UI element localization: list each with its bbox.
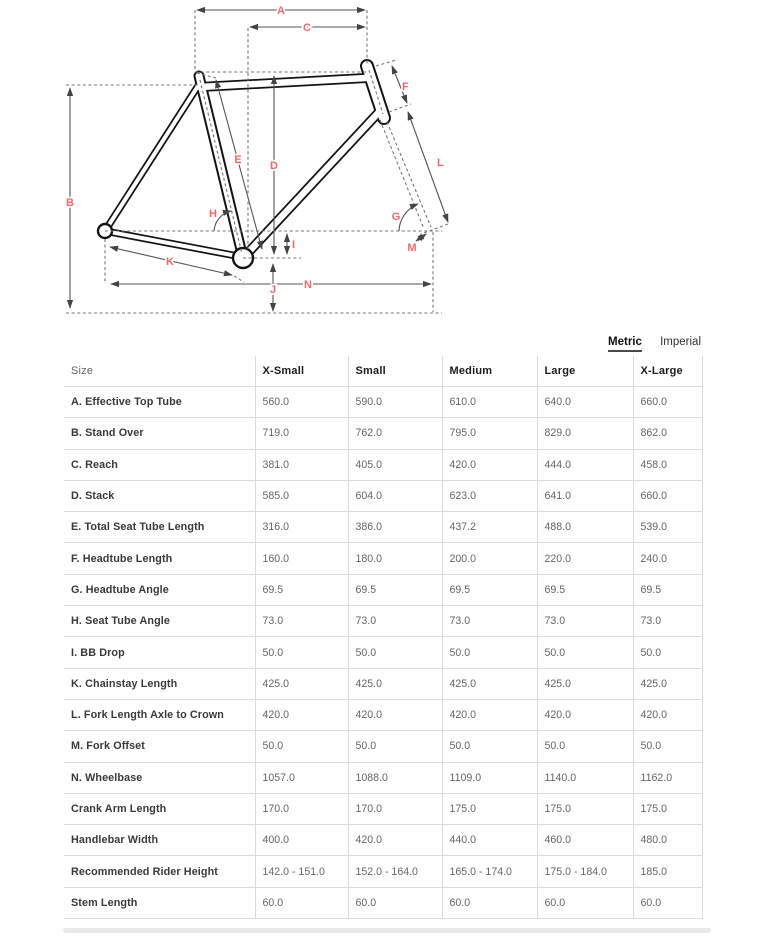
frame-drawing — [98, 66, 384, 268]
spec-value: 73.0 — [537, 606, 633, 637]
spec-value: 200.0 — [442, 543, 537, 574]
spec-value: 420.0 — [442, 449, 537, 480]
spec-value: 1140.0 — [537, 762, 633, 793]
head-angle-arc — [399, 204, 418, 231]
spec-value: 623.0 — [442, 480, 537, 511]
spec-value: 381.0 — [255, 449, 348, 480]
spec-label: Recommended Rider Height — [64, 856, 255, 887]
dimension-lines — [70, 10, 448, 311]
spec-value: 425.0 — [633, 668, 702, 699]
dim-label-c: C — [303, 22, 311, 34]
table-row — [64, 668, 702, 699]
dim-label-g: G — [391, 211, 401, 223]
spec-value: 60.0 — [255, 887, 348, 918]
spec-label: M. Fork Offset — [64, 731, 255, 762]
spec-value: 420.0 — [348, 825, 442, 856]
spec-value: 73.0 — [348, 606, 442, 637]
header-row — [64, 356, 702, 387]
spec-value: 73.0 — [442, 606, 537, 637]
spec-value: 60.0 — [633, 887, 702, 918]
table-row — [64, 637, 702, 668]
table-row — [64, 887, 702, 918]
spec-value: 60.0 — [348, 887, 442, 918]
dim-label-f: F — [402, 81, 409, 93]
spec-value: 444.0 — [537, 449, 633, 480]
table-row — [64, 449, 702, 480]
spec-value: 69.5 — [537, 574, 633, 605]
spec-value: 610.0 — [442, 387, 537, 418]
frame-geometry-diagram — [50, 0, 462, 326]
spec-value: 480.0 — [633, 825, 702, 856]
spec-label: H. Seat Tube Angle — [64, 606, 255, 637]
col-header-large: Large — [537, 356, 633, 387]
spec-value: 50.0 — [442, 731, 537, 762]
spec-label: D. Stack — [64, 480, 255, 511]
dim-label-m: M — [407, 242, 417, 254]
spec-value: 1162.0 — [633, 762, 702, 793]
spec-value: 175.0 — [442, 793, 537, 824]
spec-value: 60.0 — [537, 887, 633, 918]
spec-label: Handlebar Width — [64, 825, 255, 856]
dim-label-h: H — [209, 208, 217, 220]
table-row — [64, 606, 702, 637]
spec-value: 50.0 — [255, 637, 348, 668]
spec-label: Stem Length — [64, 887, 255, 918]
geometry-table — [64, 356, 703, 919]
spec-value: 405.0 — [348, 449, 442, 480]
col-header-size: Size — [64, 356, 255, 387]
spec-value: 152.0 - 164.0 — [348, 856, 442, 887]
table-row — [64, 762, 702, 793]
spec-label: B. Stand Over — [64, 418, 255, 449]
spec-value: 829.0 — [537, 418, 633, 449]
spec-value: 488.0 — [537, 512, 633, 543]
table-row — [64, 699, 702, 730]
dim-label-b: B — [66, 197, 74, 209]
spec-value: 440.0 — [442, 825, 537, 856]
spec-value: 142.0 - 151.0 — [255, 856, 348, 887]
spec-value: 50.0 — [633, 731, 702, 762]
spec-value: 50.0 — [537, 637, 633, 668]
spec-value: 73.0 — [633, 606, 702, 637]
spec-value: 50.0 — [537, 731, 633, 762]
spec-value: 425.0 — [442, 668, 537, 699]
spec-label: K. Chainstay Length — [64, 668, 255, 699]
spec-value: 73.0 — [255, 606, 348, 637]
spec-value: 69.5 — [348, 574, 442, 605]
spec-value: 69.5 — [442, 574, 537, 605]
spec-label: F. Headtube Length — [64, 543, 255, 574]
spec-value: 862.0 — [633, 418, 702, 449]
spec-value: 660.0 — [633, 480, 702, 511]
spec-label: L. Fork Length Axle to Crown — [64, 699, 255, 730]
spec-label: G. Headtube Angle — [64, 574, 255, 605]
spec-value: 50.0 — [348, 637, 442, 668]
spec-value: 165.0 - 174.0 — [442, 856, 537, 887]
col-header-medium: Medium — [442, 356, 537, 387]
imperial-tab[interactable]: Imperial — [660, 336, 701, 348]
spec-value: 458.0 — [633, 449, 702, 480]
spec-value: 460.0 — [537, 825, 633, 856]
spec-value: 400.0 — [255, 825, 348, 856]
spec-value: 316.0 — [255, 512, 348, 543]
spec-value: 175.0 — [537, 793, 633, 824]
spec-label: Crank Arm Length — [64, 793, 255, 824]
dim-label-k: K — [166, 256, 174, 268]
spec-value: 185.0 — [633, 856, 702, 887]
spec-value: 175.0 — [633, 793, 702, 824]
spec-value: 220.0 — [537, 543, 633, 574]
table-row — [64, 418, 702, 449]
table-row — [64, 856, 702, 887]
spec-value: 420.0 — [255, 699, 348, 730]
spec-value: 240.0 — [633, 543, 702, 574]
spec-label: N. Wheelbase — [64, 762, 255, 793]
spec-value: 386.0 — [348, 512, 442, 543]
spec-value: 170.0 — [348, 793, 442, 824]
spec-value: 641.0 — [537, 480, 633, 511]
col-header-xsmall: X-Small — [255, 356, 348, 387]
spec-value: 60.0 — [442, 887, 537, 918]
spec-value: 180.0 — [348, 543, 442, 574]
metric-tab[interactable]: Metric — [608, 336, 642, 352]
horizontal-scrollbar[interactable] — [63, 928, 711, 933]
spec-value: 640.0 — [537, 387, 633, 418]
spec-value: 420.0 — [442, 699, 537, 730]
spec-value: 420.0 — [633, 699, 702, 730]
spec-value: 69.5 — [633, 574, 702, 605]
dim-label-e: E — [234, 154, 242, 166]
table-row — [64, 731, 702, 762]
spec-value: 170.0 — [255, 793, 348, 824]
spec-value: 762.0 — [348, 418, 442, 449]
table-row — [64, 512, 702, 543]
units-toggle — [608, 336, 701, 348]
table-row — [64, 543, 702, 574]
spec-value: 1109.0 — [442, 762, 537, 793]
spec-value: 69.5 — [255, 574, 348, 605]
spec-value: 560.0 — [255, 387, 348, 418]
col-header-small: Small — [348, 356, 442, 387]
spec-value: 437.2 — [442, 512, 537, 543]
dim-label-l: L — [437, 157, 444, 169]
spec-label: E. Total Seat Tube Length — [64, 512, 255, 543]
spec-value: 175.0 - 184.0 — [537, 856, 633, 887]
spec-value: 420.0 — [348, 699, 442, 730]
spec-value: 425.0 — [537, 668, 633, 699]
spec-value: 50.0 — [442, 637, 537, 668]
dim-label-a: A — [277, 5, 285, 17]
table-row — [64, 793, 702, 824]
spec-value: 420.0 — [537, 699, 633, 730]
spec-label: C. Reach — [64, 449, 255, 480]
table-row — [64, 387, 702, 418]
spec-value: 160.0 — [255, 543, 348, 574]
spec-label: A. Effective Top Tube — [64, 387, 255, 418]
spec-value: 719.0 — [255, 418, 348, 449]
spec-value: 50.0 — [348, 731, 442, 762]
spec-value: 585.0 — [255, 480, 348, 511]
spec-label: I. BB Drop — [64, 637, 255, 668]
spec-value: 660.0 — [633, 387, 702, 418]
spec-value: 50.0 — [633, 637, 702, 668]
spec-value: 590.0 — [348, 387, 442, 418]
spec-value: 50.0 — [255, 731, 348, 762]
spec-value: 425.0 — [348, 668, 442, 699]
geometry-table-body — [64, 387, 702, 919]
table-row — [64, 574, 702, 605]
spec-value: 539.0 — [633, 512, 702, 543]
dim-label-d: D — [270, 160, 278, 172]
spec-value: 425.0 — [255, 668, 348, 699]
col-header-xlarge: X-Large — [633, 356, 702, 387]
dim-label-i: I — [292, 239, 296, 251]
table-row — [64, 825, 702, 856]
dim-label-j: J — [269, 284, 277, 296]
table-row — [64, 480, 702, 511]
dim-label-n: N — [304, 279, 312, 291]
spec-value: 604.0 — [348, 480, 442, 511]
spec-value: 1088.0 — [348, 762, 442, 793]
reference-lines — [66, 10, 448, 313]
spec-value: 1057.0 — [255, 762, 348, 793]
spec-value: 795.0 — [442, 418, 537, 449]
